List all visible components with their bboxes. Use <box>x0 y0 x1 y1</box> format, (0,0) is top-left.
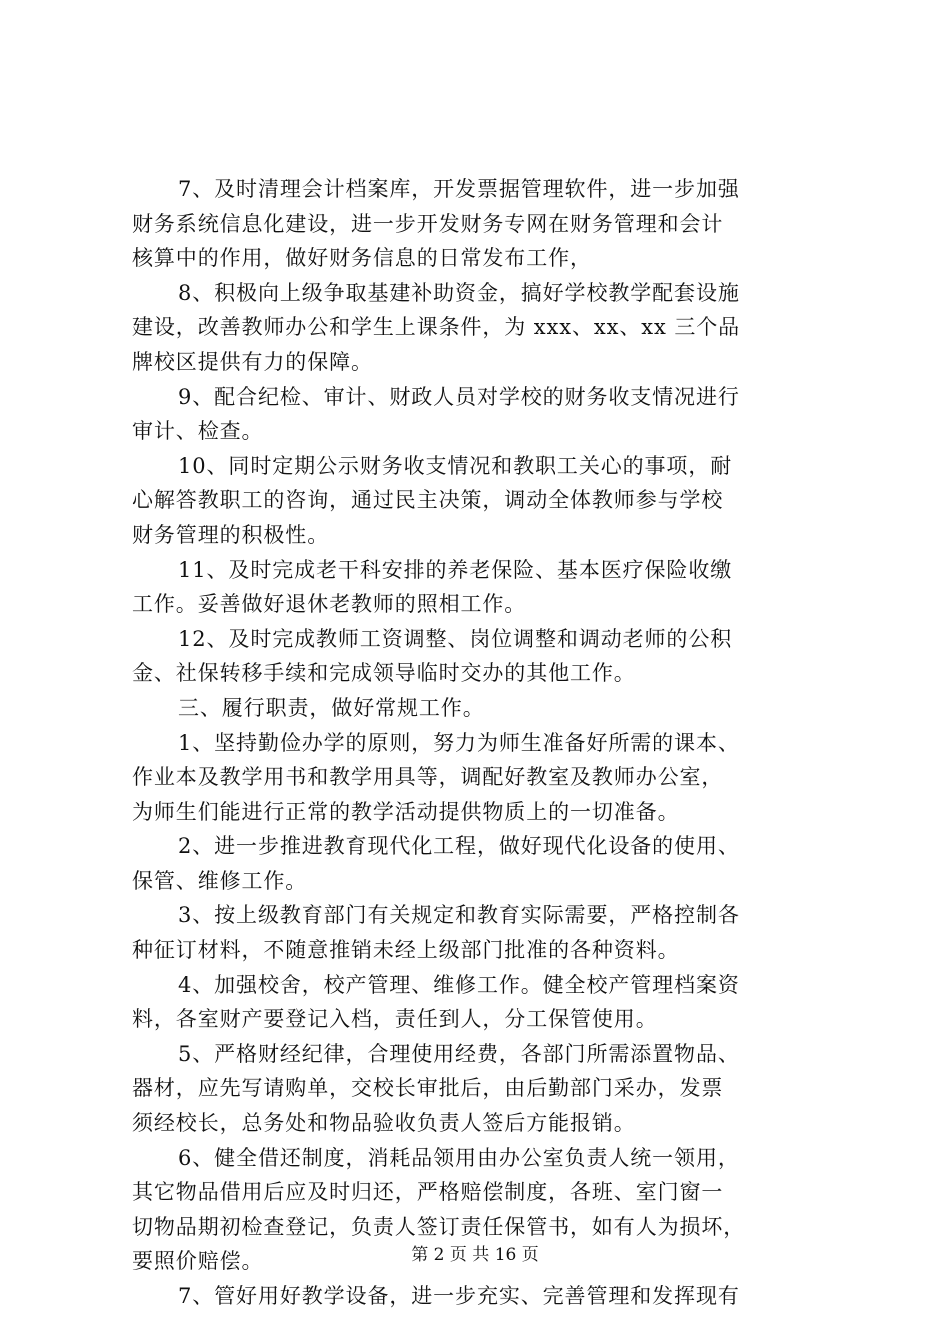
text-line: 7、及时清理会计档案库，开发票据管理软件，进一步加强 <box>178 177 740 201</box>
text-line: 11、及时完成老干科安排的养老保险、基本医疗保险收缴 <box>178 557 733 582</box>
text-line: 财务系统信息化建设，进一步开发财务专网在财务管理和会计 <box>132 211 724 236</box>
text-line: 3、按上级教育部门有关规定和教育实际需要，严格控制各 <box>178 903 740 928</box>
text-line: 要照价赔偿。 <box>132 1249 264 1274</box>
text-line: 金、社保转移手续和完成领导临时交办的其他工作。 <box>132 661 636 686</box>
text-line: 工作。妥善做好退休老教师的照相工作。 <box>132 592 527 617</box>
text-line: 10、同时定期公示财务收支情况和教职工关心的事项，耐 <box>178 453 733 478</box>
text-line: 心解答教职工的咨询，通过民主决策，调动全体教师参与学校 <box>132 488 724 513</box>
text-line: 作业本及教学用书和教学用具等，调配好教室及教师办公室， <box>132 765 724 790</box>
text-line: 财务管理的积极性。 <box>132 522 330 547</box>
text-line: 器材，应先写请购单，交校长审批后，由后勤部门采办，发票 <box>132 1076 724 1101</box>
text-line: 9、配合纪检、审计、财政人员对学校的财务收支情况进行 <box>178 384 740 409</box>
text-line: 牌校区提供有力的保障。 <box>132 349 373 374</box>
text-line: 料，各室财产要登记入档，责任到人，分工保管使用。 <box>132 1007 658 1032</box>
text-line: 6、健全借还制度，消耗品领用由办公室负责人统一领用， <box>178 1145 740 1170</box>
text-line: 核算中的作用，做好财务信息的日常发布工作， <box>132 246 592 271</box>
page-footer: 第 2 页 共 16 页 <box>411 1245 539 1265</box>
text-line: 其它物品借用后应及时归还，严格赔偿制度，各班、室门窗一 <box>132 1180 724 1205</box>
text-line: 2、进一步推进教育现代化工程，做好现代化设备的使用、 <box>178 834 740 859</box>
text-line: 种征订材料，不随意推销未经上级部门批准的各种资料。 <box>132 938 680 963</box>
text-line: 8、积极向上级争取基建补助资金，搞好学校教学配套设施 <box>178 280 740 305</box>
text-line: 12、及时完成教师工资调整、岗位调整和调动老师的公积 <box>178 626 733 651</box>
text-line: 7、管好用好教学设备，进一步充实、完善管理和发挥现有 <box>178 1284 740 1308</box>
text-line: 审计、检查。 <box>132 419 264 444</box>
text-line: 须经校长，总务处和物品验收负责人签后方能报销。 <box>132 1111 636 1136</box>
text-line: 切物品期初检查登记，负责人签订责任保管书，如有人为损坏， <box>132 1214 746 1239</box>
text-line: 三、履行职责，做好常规工作。 <box>178 695 485 720</box>
text-line: 5、严格财经纪律，合理使用经费，各部门所需添置物品、 <box>178 1041 740 1066</box>
text-line: 1、坚持勤俭办学的原则，努力为师生准备好所需的课本、 <box>178 730 740 755</box>
text-line: 保管、维修工作。 <box>132 868 308 893</box>
text-line: 4、加强校舍，校产管理、维修工作。健全校产管理档案资 <box>178 972 740 997</box>
text-line: 为师生们能进行正常的教学活动提供物质上的一切准备。 <box>132 799 680 824</box>
text-line: 建设，改善教师办公和学生上课条件，为 xxx、xx、xx 三个品 <box>132 315 741 340</box>
document-body <box>132 172 832 1314</box>
